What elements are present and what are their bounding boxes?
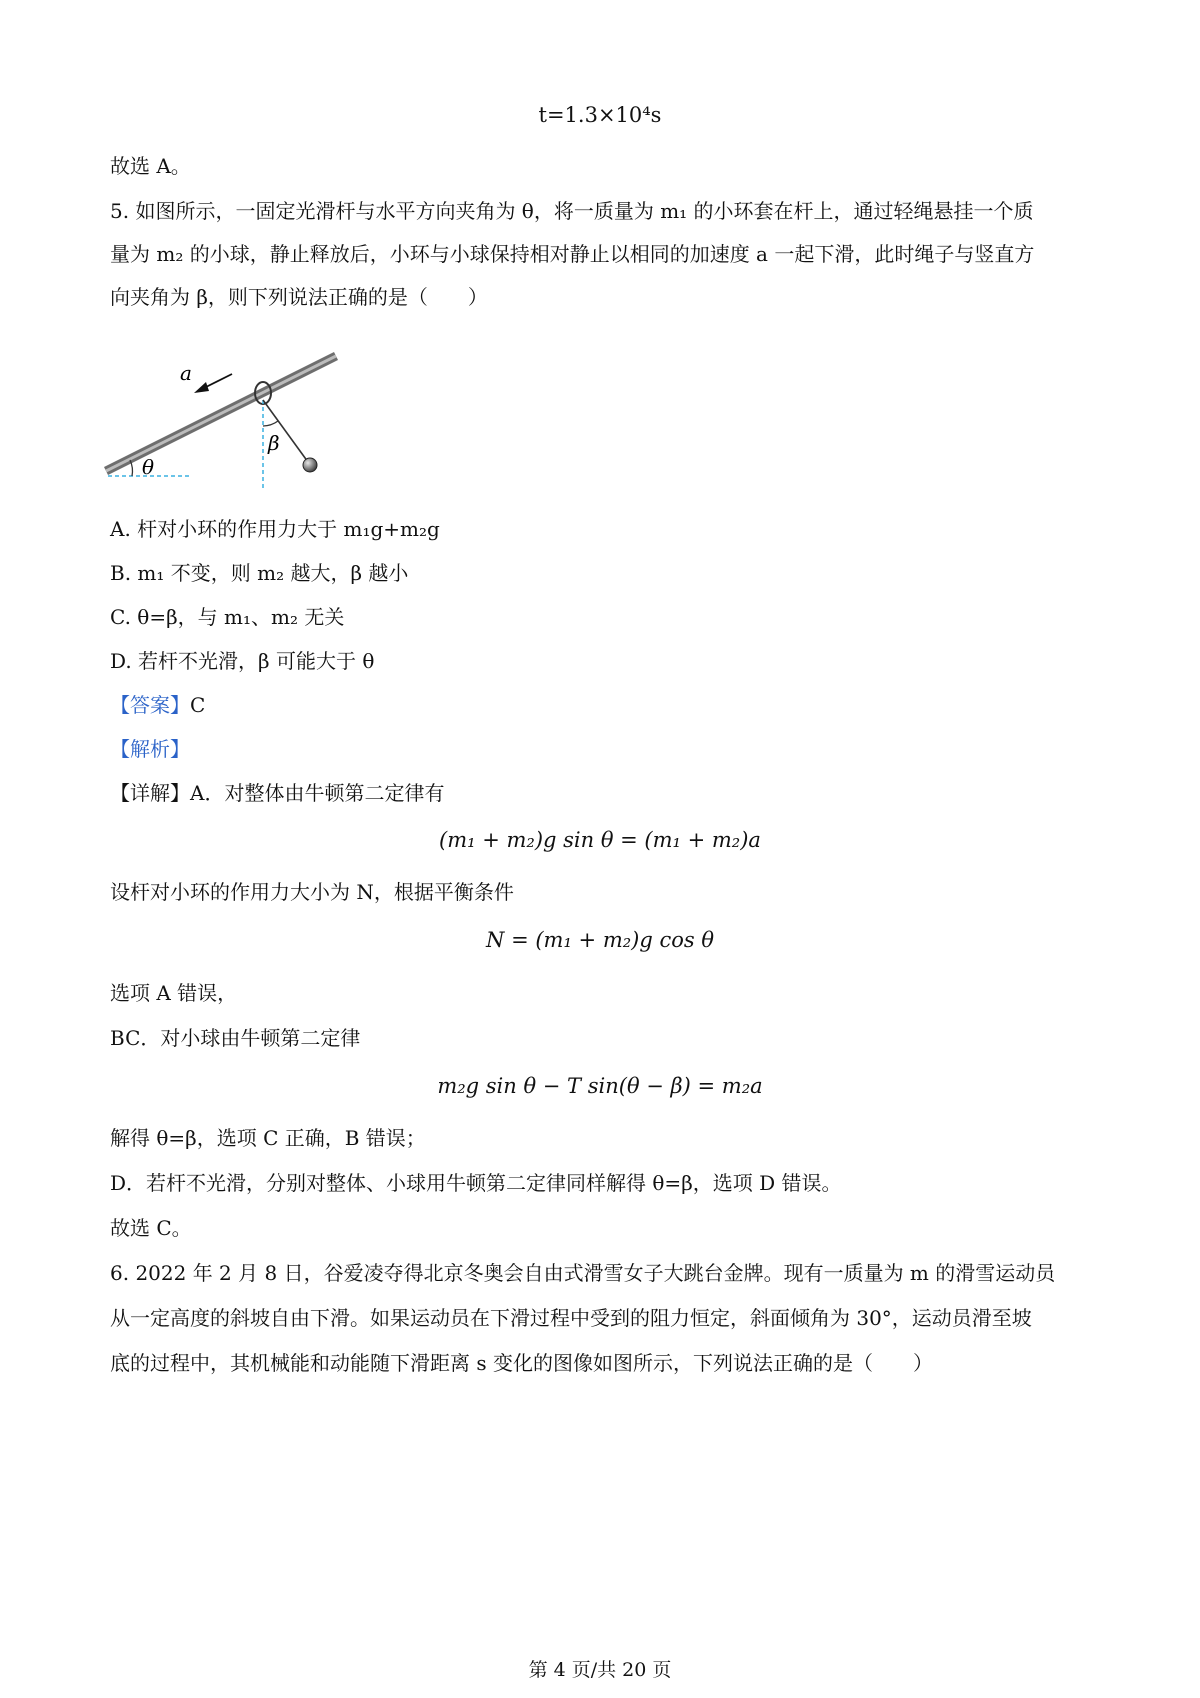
q5-bc-line: BC．对小球由牛顿第二定律 [110,1026,361,1050]
q5-conclusion: 故选 C。 [110,1216,192,1240]
page-footer: 第 4 页/共 20 页 [528,1659,672,1681]
q5-formula-3: m₂g sin θ − T sin(θ − β) = m₂a [437,1074,763,1098]
q5-option-c: C. θ=β，与 m₁、m₂ 无关 [110,605,345,629]
q5-option-d: D. 若杆不光滑，β 可能大于 θ [110,649,375,673]
q4-conclusion: 故选 A。 [110,154,191,178]
beta-arc [263,421,278,426]
q5-formula-2: N = (m₁ + m₂)g cos θ [486,928,714,952]
top-formula: t=1.3×10⁴s [538,103,662,127]
q5-formula-1: (m₁ + m₂)g sin θ = (m₁ + m₂)a [439,828,761,852]
q5-detail-line: 【详解】A．对整体由牛顿第二定律有 [110,781,445,805]
q5-option-a-wrong: 选项 A 错误， [110,981,238,1005]
q5-text-line-1: 5. 如图所示，一固定光滑杆与水平方向夹角为 θ，将一质量为 m₁ 的小环套在杆上，通过轻绳悬挂一个质 [110,199,1034,223]
q5-d-line: D．若杆不光滑，分别对整体、小球用牛顿第二定律同样解得 θ=β，选项 D 错误。 [110,1171,842,1195]
q5-figure [100,340,340,490]
q5-text-line-3: 向夹角为 β，则下列说法正确的是（ ） [110,285,488,309]
beta-label: β [268,431,280,455]
acceleration-label: a [180,361,192,385]
q5-text-n: 设杆对小环的作用力大小为 N，根据平衡条件 [110,880,514,904]
q5-option-b: B. m₁ 不变，则 m₂ 越大，β 越小 [110,561,409,585]
answer-tag: 【答案】 [110,693,190,717]
q6-text-line-2: 从一定高度的斜坡自由下滑。如果运动员在下滑过程中受到的阻力恒定，斜面倾角为 30°，运动员滑至坡 [110,1306,1032,1330]
q6-text-line-1: 6. 2022 年 2 月 8 日，谷爱凌夺得北京冬奥会自由式滑雪女子大跳台金牌。现有一质量为 m 的滑雪运动员 [110,1261,1056,1285]
theta-label: θ [142,455,155,479]
q5-option-a: A. 杆对小环的作用力大于 m₁g+m₂g [110,517,440,541]
q5-answer [110,691,205,719]
q5-text-line-2: 量为 m₂ 的小球，静止释放后，小环与小球保持相对静止以相同的加速度 a 一起下滑，此时绳子与竖直方 [110,242,1035,266]
q5-analysis-tag: 【解析】 [110,737,190,761]
acceleration-arrowhead [194,382,209,393]
ball [303,458,317,472]
answer-value: C [190,693,206,717]
q5-solve-line: 解得 θ=β，选项 C 正确，B 错误； [110,1126,426,1150]
q6-text-line-3: 底的过程中，其机械能和动能随下滑距离 s 变化的图像如图所示，下列说法正确的是（ ） [110,1351,933,1375]
